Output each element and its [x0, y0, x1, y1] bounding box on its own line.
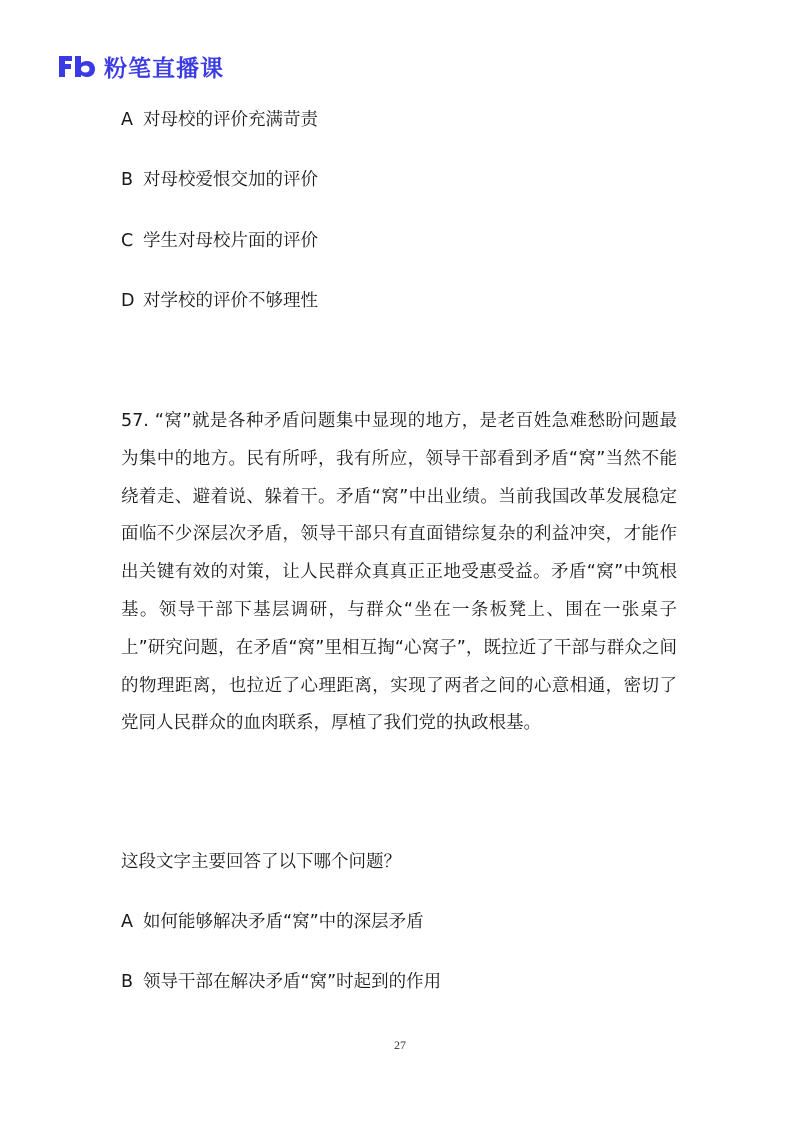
option-letter: B [121, 170, 134, 190]
fenbi-logo-icon [56, 52, 98, 80]
prev-option-c [121, 229, 318, 253]
option-letter: D [121, 291, 135, 311]
prev-option-d [121, 289, 318, 313]
brand-title: 粉笔直播课 [104, 55, 224, 82]
option-text: 学生对母校片面的评价 [143, 231, 318, 251]
question-option-a [121, 910, 424, 934]
header [56, 50, 224, 82]
question-passage: 57. “窝”就是各种矛盾问题集中显现的地方，是老百姓急难愁盼问题最为集中的地方。民有所呼，我有所应，领导干部看到矛盾“窝”当然不能绕着走、避着说、躲着干。矛盾“窝”中出业绩。当前我国改革发展稳定面临不少深层次矛盾，领导干部只有直面错综复杂的利益冲突，才能作出关键有效的对策，让人民群众真真正正地受惠受益。矛盾“窝”中筑根基。领导干部下基层调研，与群众“坐在一条板凳上、围在一张桌子上”研究问题，在矛盾“窝”里相互掏“心窝子”，既拉近了干部与群众之间的物理距离，也拉近了心理距离，实现了两者之间的心意相通，密切了党同人民群众的血肉联系，厚植了我们党的执政根基。 [121, 411, 677, 734]
option-letter: A [121, 912, 133, 932]
prev-option-a [121, 108, 318, 132]
option-text: 领导干部在解决矛盾“窝”时起到的作用 [143, 972, 442, 992]
prev-option-b [121, 168, 318, 192]
option-text: 对母校的评价充满苛责 [143, 110, 318, 130]
option-letter: B [121, 972, 134, 992]
option-text: 对学校的评价不够理性 [143, 291, 318, 311]
option-letter: C [121, 231, 134, 251]
option-letter: A [121, 110, 133, 130]
page-number: 27 [394, 1038, 406, 1052]
question-prompt: 这段文字主要回答了以下哪个问题？ [121, 852, 401, 872]
option-text: 如何能够解决矛盾“窝”中的深层矛盾 [143, 912, 424, 932]
question-option-b [121, 970, 441, 994]
option-text: 对母校爱恨交加的评价 [143, 170, 318, 190]
